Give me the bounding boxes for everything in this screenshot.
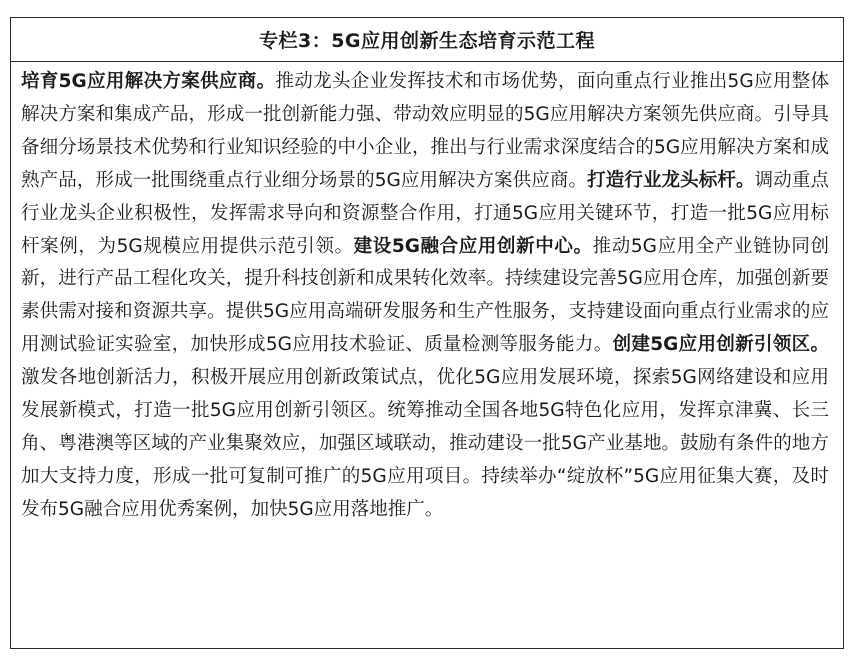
feature-box — [10, 17, 844, 649]
paragraph-heading: 建设5G融合应用创新中心。 — [353, 235, 593, 257]
paragraph-heading: 打造行业龙头标杆。 — [587, 169, 755, 191]
paragraph-text: 激发各地创新活力，积极开展应用创新政策试点，优化5G应用发展环境，探索5G网络建设和应用发展新模式，打造一批5G应用创新引领区。统筹推动全国各地5G特色化应用，发挥京津冀、长三角、粤港澳等区域的产业集聚效应，加强区域联动，推动建设一批5G产业基地。鼓励有条件的地方加大支持力度，形成一批可复制可推广的5G应用项目。持续举办“绽放杯”5G应用征集大赛，及时发布5G融合应用优秀案例，加快5G应用落地推广。 — [21, 367, 829, 520]
box-body — [11, 62, 843, 527]
paragraph-heading: 培育5G应用解决方案供应商。 — [21, 71, 276, 92]
paragraph-text: 推动龙头企业发挥技术和市场优势，面向重点行业推出5G应用整体解决方案和集成产品，形成一批创新能力强、带动效应明显的5G应用解决方案领先供应商。引导具备细分场景技术优势和行业知识经验的中小企业，推出与行业需求深度结合的5G应用解决方案和成熟产品，形成一批围绕重点行业细分场景的5G应用解决方案供应商。 — [21, 71, 830, 191]
paragraph-heading: 创建5G应用创新引领区。 — [612, 334, 830, 356]
box-title: 专栏3：5G应用创新生态培育示范工程 — [11, 18, 843, 62]
paragraph-text: 推动5G应用全产业链协同创新，进行产品工程化攻关，提升科技创新和成果转化效率。持续建设完善5G应用仓库，加强创新要素供需对接和资源共享。提供5G应用高端研发服务和生产性服务，支持建设面向重点行业需求的应用测试验证实验室，加快形成5G应用技术验证、质量检测等服务能力。 — [21, 235, 830, 356]
paragraph-text: 调动重点行业龙头企业积极性，发挥需求导向和资源整合作用，打通5G应用关键环节，打造一批5G应用标杆案例，为5G规模应用提供示范引领。 — [21, 169, 829, 257]
